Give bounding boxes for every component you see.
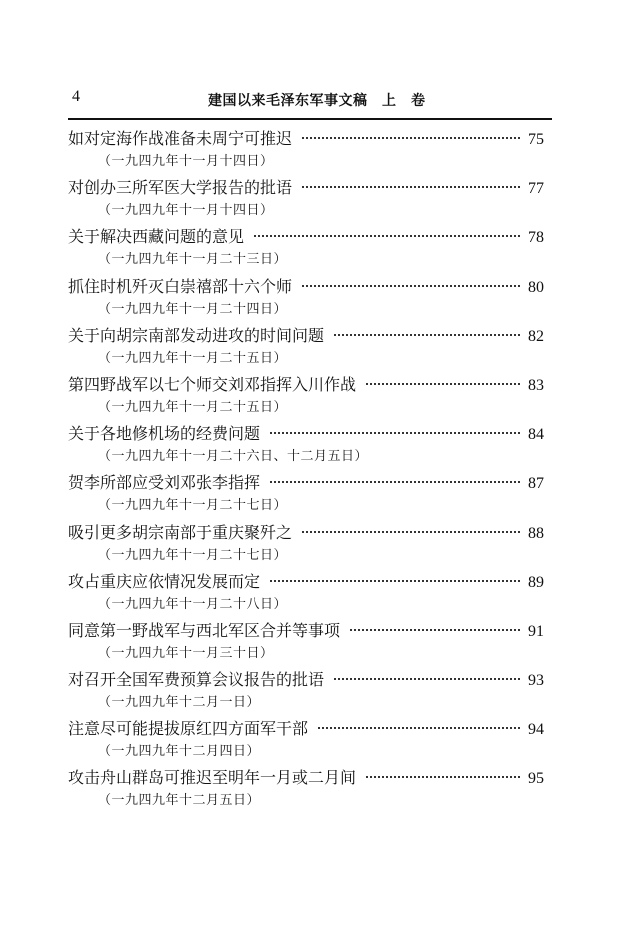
toc-entry-date: （一九四九年十一月二十四日） xyxy=(98,301,288,317)
toc-entry-date: （一九四九年十一月十四日） xyxy=(98,154,274,169)
toc-entry-title: 贺李所部应受刘邓张李指挥 xyxy=(68,473,261,493)
toc-entry[interactable] xyxy=(68,372,544,421)
dot-leader xyxy=(350,629,520,631)
page-number: 4 xyxy=(72,88,80,105)
running-header xyxy=(70,88,552,110)
toc-entry-title: 如对定海作战准备未周宁可推迟 xyxy=(68,129,293,148)
toc-entry-date: （一九四九年十一月二十七日） xyxy=(98,547,288,563)
toc-entry-title: 同意第一野战军与西北军区合并等事项 xyxy=(68,620,341,640)
toc-entry[interactable] xyxy=(68,323,544,372)
toc-entry-date: （一九四九年十一月二十五日） xyxy=(98,350,288,366)
toc-entry-line xyxy=(68,470,544,496)
toc-entry-date: （一九四九年十一月三十日） xyxy=(98,645,274,661)
toc-entry-date: （一九四九年十一月二十七日） xyxy=(98,498,288,514)
toc-entry-title: 吸引更多胡宗南部于重庆聚歼之 xyxy=(68,522,293,542)
toc-entry-line xyxy=(68,224,544,250)
dot-leader xyxy=(366,383,520,385)
toc-entry-page: 75 xyxy=(528,131,544,148)
dot-leader xyxy=(270,580,520,582)
toc-entry-line xyxy=(68,421,544,447)
toc-entry[interactable] xyxy=(68,667,544,716)
dot-leader xyxy=(366,776,520,778)
toc-entry-page: 87 xyxy=(528,475,544,493)
toc-entry-date: （一九四九年十一月二十五日） xyxy=(98,399,288,415)
toc-entry-title: 抓住时机歼灭白崇禧部十六个师 xyxy=(68,276,293,296)
toc-entry-page: 89 xyxy=(528,573,544,591)
toc-entry-page: 82 xyxy=(528,327,544,345)
toc-entry[interactable] xyxy=(68,520,544,569)
toc-entry[interactable] xyxy=(68,126,544,175)
toc-entry-page: 78 xyxy=(528,229,544,247)
toc-entry-line xyxy=(68,520,544,546)
dot-leader xyxy=(302,285,520,287)
toc-entry-title: 关于向胡宗南部发动进攻的时间问题 xyxy=(68,325,325,345)
toc-entry-line xyxy=(68,126,544,152)
toc-entry-date: （一九四九年十二月一日） xyxy=(98,695,261,711)
dot-leader xyxy=(302,531,520,533)
toc-entry-page: 95 xyxy=(528,770,544,788)
toc-entry[interactable] xyxy=(68,618,544,667)
toc-entry-line xyxy=(68,274,544,300)
toc-entry-title: 关于解决西藏问题的意见 xyxy=(68,227,245,247)
toc-entry-page: 80 xyxy=(528,278,544,296)
toc-entry-title: 注意尽可能提拔原红四方面军干部 xyxy=(68,719,309,739)
toc-entry-title: 第四野战军以七个师交刘邓指挥入川作战 xyxy=(68,374,357,394)
toc-entry-date: （一九四九年十一月二十三日） xyxy=(98,252,288,268)
dot-leader xyxy=(302,137,520,139)
dot-leader xyxy=(302,186,520,188)
toc-entry-line xyxy=(68,765,544,791)
toc-entry-page: 77 xyxy=(528,180,544,198)
toc-entry[interactable] xyxy=(68,716,544,765)
dot-leader xyxy=(334,678,520,680)
toc-entry-line xyxy=(68,667,544,693)
toc-entry-line xyxy=(68,323,544,349)
dot-leader xyxy=(270,481,520,483)
dot-leader xyxy=(334,334,520,336)
toc-entry-page: 93 xyxy=(528,672,544,690)
toc-entry-page: 83 xyxy=(528,376,544,394)
toc-entry-page: 84 xyxy=(528,426,544,444)
toc-entry[interactable] xyxy=(68,470,544,519)
toc-entry-page: 94 xyxy=(528,721,544,739)
toc-entry-line xyxy=(68,175,544,201)
toc-entry-line xyxy=(68,618,544,644)
toc-entry-line xyxy=(68,372,544,398)
header-rule xyxy=(68,118,552,120)
toc-entry-title: 关于各地修机场的经费问题 xyxy=(68,424,261,444)
toc-entry[interactable] xyxy=(68,274,544,323)
toc-entry-line xyxy=(68,716,544,742)
toc-entry[interactable] xyxy=(68,765,544,814)
toc-entry-date: （一九四九年十二月五日） xyxy=(98,793,261,809)
toc-entry-page: 88 xyxy=(528,524,544,542)
table-of-contents xyxy=(68,126,544,815)
toc-entry-page: 91 xyxy=(528,622,544,640)
toc-entry-date: （一九四九年十一月二十八日） xyxy=(98,596,288,612)
toc-entry[interactable] xyxy=(68,175,544,224)
toc-entry-title: 攻占重庆应依情况发展而定 xyxy=(68,571,261,591)
toc-entry-title: 对召开全国军费预算会议报告的批语 xyxy=(68,670,325,690)
toc-entry-date: （一九四九年十二月四日） xyxy=(98,744,261,760)
toc-entry-title: 对创办三所军医大学报告的批语 xyxy=(68,178,293,198)
dot-leader xyxy=(270,432,520,434)
dot-leader xyxy=(254,235,520,237)
toc-entry-date: （一九四九年十一月十四日） xyxy=(98,203,274,219)
toc-entry-title: 攻击舟山群岛可推迟至明年一月或二月间 xyxy=(68,768,357,788)
toc-entry-date: （一九四九年十一月二十六日、十二月五日） xyxy=(98,449,369,465)
dot-leader xyxy=(318,727,520,729)
book-title: 建国以来毛泽东军事文稿 上 卷 xyxy=(208,93,426,109)
toc-entry-line xyxy=(68,569,544,595)
toc-entry[interactable] xyxy=(68,569,544,618)
toc-entry[interactable] xyxy=(68,224,544,273)
toc-entry[interactable] xyxy=(68,421,544,470)
